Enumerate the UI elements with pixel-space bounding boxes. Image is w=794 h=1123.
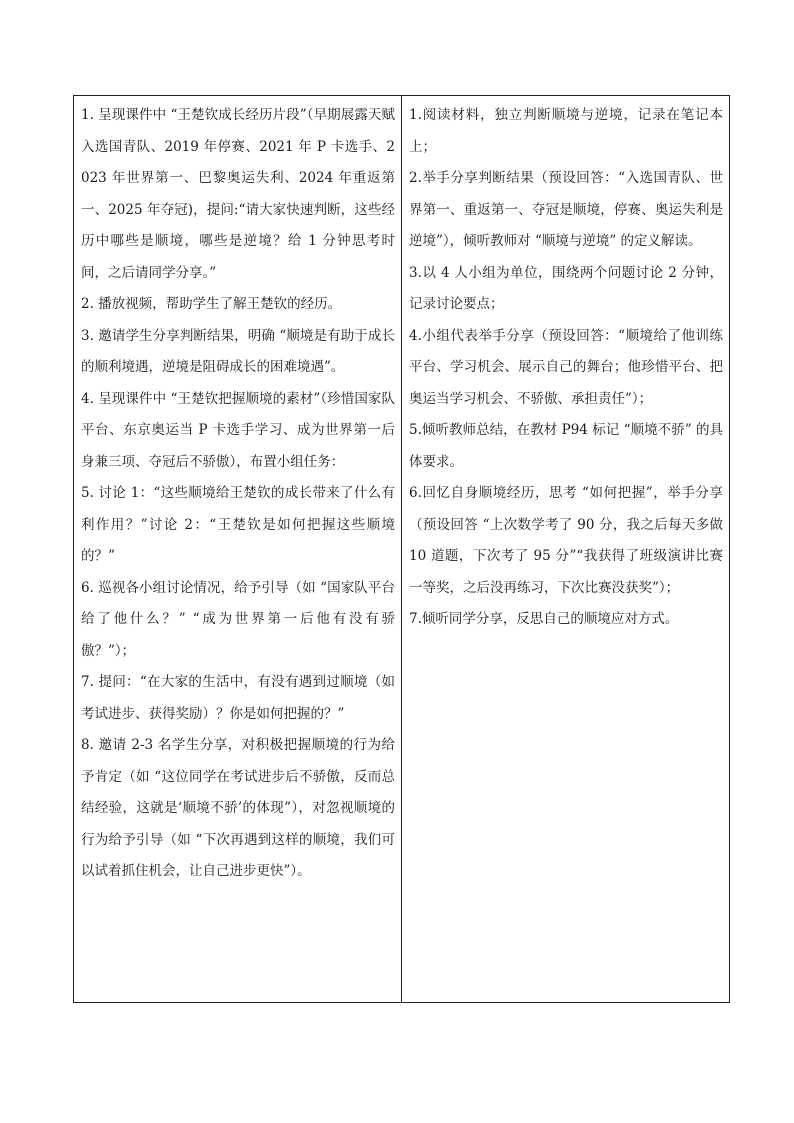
student-activity-3: 3.以 4 人小组为单位，围绕两个问题讨论 2 分钟，记录讨论要点； xyxy=(409,264,723,312)
table-row xyxy=(74,96,730,1003)
student-activity-2: 2.举手分享判断结果（预设回答：“入选国青队、世界第一、重返第一、夺冠是顺境，停赛、奥运失利是逆境”），倾听教师对 “顺境与逆境” 的定义解读。 xyxy=(409,170,723,249)
student-activity-6: 6.回忆自身顺境经历，思考 “如何把握”，举手分享（预设回答 “上次数学考了 90 分，我之后每天多做 10 道题，下次考了 95 分”“我获得了班级演讲比赛一等奖，之后没再练习，下次比赛没获奖”）； xyxy=(409,485,723,596)
teacher-activity-4: 4. 呈现课件中 “王楚钦把握顺境的素材”（珍惜国家队平台、东京奥运当 P 卡选手学习、成为世界第一后身兼三项、夺冠后不骄傲），布置小组任务： xyxy=(81,390,395,470)
student-activity-1: 1.阅读材料，独立判断顺境与逆境，记录在笔记本上； xyxy=(409,107,723,155)
teacher-activities-cell xyxy=(74,96,402,1003)
teacher-activity-1: 1. 呈现课件中 “王楚钦成长经历片段”（早期展露天赋入选国青队、2019 年停赛、2021 年 P 卡选手、2023 年世界第一、巴黎奥运失利、2024 年重返第一、2025 年夺冠)，提问:“请大家快速判断，这些经历中哪些是顺境，哪些是逆境？给 1 分钟思考时间，之后请同学分享。” xyxy=(81,107,395,281)
teacher-activity-2: 2. 播放视频，帮助学生了解王楚钦的经历。 xyxy=(81,296,342,312)
teacher-activity-3: 3. 邀请学生分享判断结果，明确 “顺境是有助于成长的顺利境遇，逆境是阻碍成长的困难境遇”。 xyxy=(81,327,395,375)
teacher-activity-5: 5. 讨论 1：“这些顺境给王楚钦的成长带来了什么有利作用？”讨论 2：“王楚钦是如何把握这些顺境的？” xyxy=(81,485,395,564)
student-activity-7: 7.倾听同学分享，反思自己的顺境应对方式。 xyxy=(409,611,679,627)
student-activities-cell xyxy=(402,96,730,1003)
teacher-activity-8: 8. 邀请 2-3 名学生分享，对积极把握顺境的行为给予肯定（如 “这位同学在考试进步后不骄傲，反而总结经验，这就是‘顺境不骄’的体现”），对忽视顺境的行为给予引导（如 “下次再遇到这样的顺境，我们可以试着抓住机会，让自己进步更快”）。 xyxy=(81,737,395,879)
student-activity-5: 5.倾听教师总结，在教材 P94 标记 “顺境不骄” 的具体要求。 xyxy=(409,422,723,470)
teacher-activity-6: 6. 巡视各小组讨论情况，给予引导（如 “国家队平台给了他什么？” “成为世界第一后他有没有骄傲？”）； xyxy=(81,579,395,659)
lesson-activity-table xyxy=(73,95,730,1003)
student-activity-4: 4.小组代表举手分享（预设回答：“顺境给了他训练平台、学习机会、展示自己的舞台；他珍惜平台、把奥运当学习机会、不骄傲、承担责任”）； xyxy=(409,327,723,407)
teacher-activity-7: 7. 提问：“在大家的生活中，有没有遇到过顺境（如考试进步、获得奖励）？你是如何把握的？” xyxy=(81,674,395,722)
